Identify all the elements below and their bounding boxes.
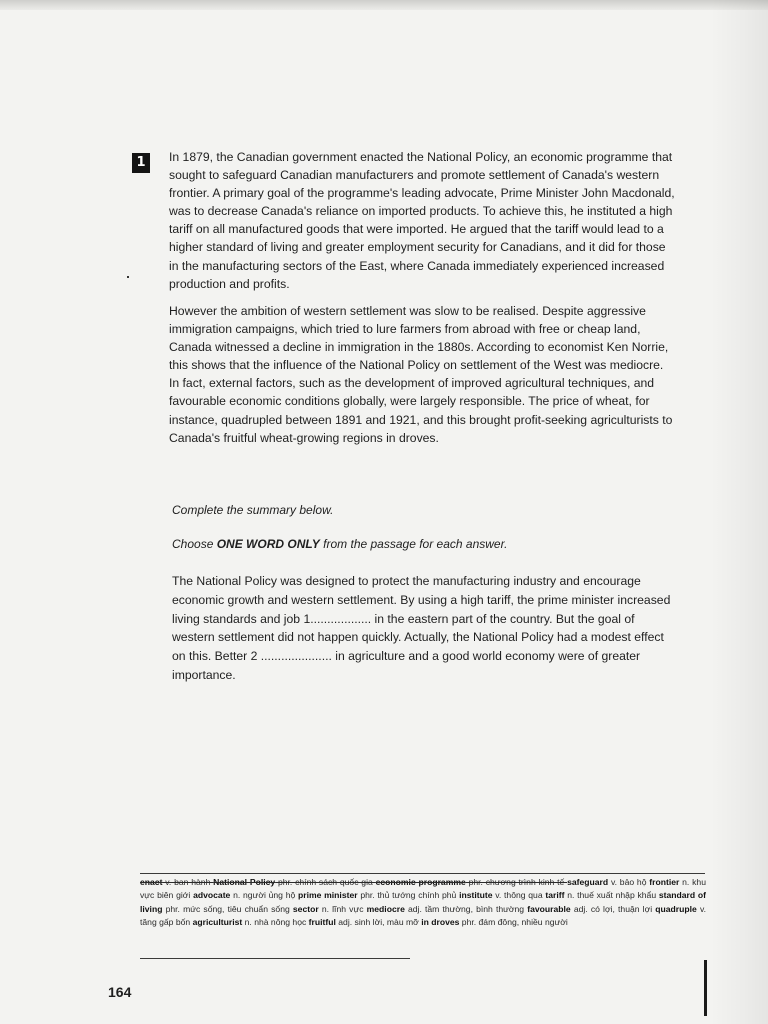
glossary-definition: adj. tầm thường, bình thường	[404, 903, 528, 914]
instruction-complete-summary: Complete the summary below.	[172, 503, 334, 517]
glossary-term: fruitful	[308, 916, 336, 927]
glossary-entry	[567, 877, 649, 887]
glossary-definition: phr. chương trình kinh tế	[465, 877, 568, 887]
glossary-definition: adj. có lợi, thuận lợi	[570, 903, 656, 914]
scan-dot	[127, 276, 129, 278]
passage-paragraph-2: However the ambition of western settlement was slow to be realised. Despite aggressive immigration campaigns, which tried to lure farmers from abroad with free or cheap land, Canada witnessed a decline in immigration in the 1880s. According to economist Ken Norrie, this shows that the influence of the National Policy on settlement of the West was mediocre. In fact, external factors, such as the development of improved agricultural techniques, and favourable economic conditions globally, were largely responsible. The price of wheat, for instance, quadrupled between 1891 and 1921, and this brought profit-seeking agriculturists to Canada's fruitful wheat-growing regions in droves.	[169, 304, 673, 445]
glossary-entry	[293, 904, 367, 914]
glossary-entry	[193, 917, 309, 927]
glossary-definition: v. ban hành	[162, 877, 214, 887]
passage-paragraph-1: In 1879, the Canadian government enacted the National Policy, an economic programme that sought to safeguard Canadian manufacturers and promote settlement of Canada's western frontier. A primary goal of the programme's leading advocate, Prime Minister John Macdonald, was to decrease Canada's reliance on imported products. To achieve this, he instituted a high tariff on all manufactured goods that were imported. He argued that the tariff would lead to a higher standard of living and greater employment security for Canadians, and it did for those in the manufacturing sectors of the East, where Canada immediately experienced increased production and profits.	[169, 150, 675, 291]
glossary-term: mediocre	[366, 903, 405, 914]
glossary-definition: n. thuế xuất nhập khẩu	[564, 890, 659, 901]
glossary-term: favourable	[527, 903, 571, 914]
glossary-entry	[309, 917, 422, 927]
scan-right-edge	[710, 0, 768, 1024]
glossary-term: economic programme	[375, 877, 466, 887]
glossary-term: enact	[140, 877, 163, 887]
glossary-definition: n. người ủng hộ	[230, 890, 298, 901]
glossary-term: in droves	[421, 916, 460, 927]
glossary-top-rule	[140, 873, 705, 874]
scan-top-edge	[0, 0, 768, 10]
glossary-definition: v. tăng gấp bốn	[140, 903, 707, 927]
glossary-term: quadruple	[655, 903, 697, 914]
glossary-term: standard of living	[140, 890, 707, 914]
glossary-term: prime minister	[298, 890, 358, 901]
glossary-term: National Policy	[213, 877, 276, 887]
glossary-term: tariff	[545, 890, 565, 901]
section-number-badge: 1	[132, 153, 150, 173]
glossary	[140, 876, 706, 929]
glossary-entry	[367, 904, 528, 914]
glossary-definition: phr. mức sống, tiêu chuẩn sống	[162, 903, 293, 914]
glossary-entry	[140, 877, 213, 887]
glossary-entry	[213, 877, 375, 887]
glossary-term: institute	[459, 890, 493, 901]
scan-margin-bar	[704, 960, 707, 1016]
glossary-definition: n. khu vực biên giới	[140, 877, 706, 901]
summary-text: The National Policy was designed to protect the manufacturing industry and encourage economic growth and western settlement. By using a high tariff, the prime minister increased living standards and job 1.................. in the eastern part of the country. But the goal of western settlement did not happen quickly. Actually, the National Policy had a modest effect on this. Better 2 ..................... in agriculture and a good world economy were of greater importance.	[172, 574, 671, 682]
glossary-definition: v. thông qua	[492, 890, 546, 901]
glossary-entry	[193, 890, 298, 900]
glossary-term: sector	[292, 903, 319, 914]
glossary-term: frontier	[649, 877, 680, 887]
glossary-definition: n. lĩnh vực	[318, 903, 367, 914]
glossary-definition: n. nhà nông học	[242, 916, 309, 927]
glossary-term: safeguard	[567, 877, 609, 887]
instruction-word-limit: Choose ONE WORD ONLY from the passage for each answer.	[172, 537, 508, 551]
glossary-entry	[421, 917, 568, 927]
page-number: 164	[108, 984, 132, 1000]
glossary-entry	[459, 890, 545, 900]
glossary-definition: phr. chính sách quốc gia	[275, 877, 376, 887]
glossary-bottom-rule	[140, 958, 410, 959]
glossary-entry	[545, 890, 658, 900]
glossary-definition: adj. sinh lời, màu mỡ	[335, 916, 422, 927]
glossary-definition: phr. thủ tướng chính phủ	[357, 890, 460, 901]
word-limit-emphasis: ONE WORD ONLY	[216, 537, 320, 551]
glossary-entry	[376, 877, 567, 887]
glossary-definition: phr. đám đông, nhiều người	[459, 916, 568, 927]
glossary-term: advocate	[193, 890, 231, 901]
glossary-entry	[527, 904, 655, 914]
glossary-entry	[298, 890, 459, 900]
glossary-definition: v. bảo hộ	[608, 877, 650, 887]
glossary-term: agriculturist	[192, 916, 243, 927]
